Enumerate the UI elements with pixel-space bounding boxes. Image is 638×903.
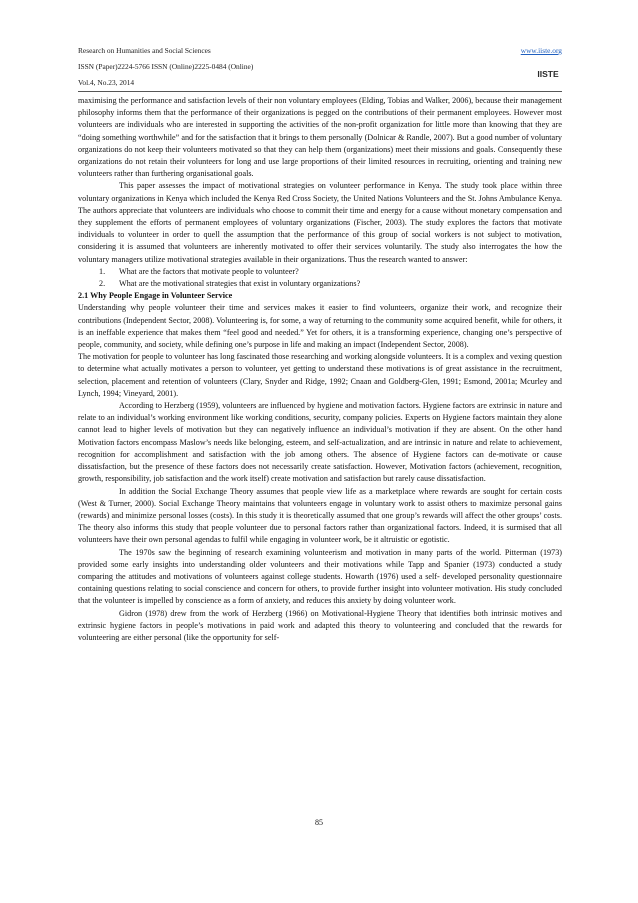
journal-title: Research on Humanities and Social Sciences	[78, 46, 211, 55]
header-rule	[78, 91, 562, 92]
list-number: 1.	[99, 266, 106, 276]
volume-line: Vol.4, No.23, 2014	[78, 78, 135, 87]
journal-url-link[interactable]: www.iiste.org	[520, 46, 562, 55]
body-paragraph: The 1970s saw the beginning of research examining volunteerism and motivation in many parts of the world. Pitterman (1973) provided some early insights into understanding older volunteers and their motivations while Tapp and Spanier (1973) conducted a study comparing the attitudes and motivations of volunteers against college students. Howarth (1976) used a self- developed personality questionnaire containing questions relating to social conscience and concern for others, to provide further insight into volunteer motivation. His study concluded that the volunteer is impelled by conscience as a form of anxiety, and reduces this anxiety by doing volunteer work.	[78, 547, 562, 606]
article-body	[78, 95, 562, 644]
body-paragraph: maximising the performance and satisfaction levels of their non voluntary employees (Elding, Tobias and Walker, 2006), because their management philosophy informs them that the performance of their organizations is pegged on the contributions of their permanent employees. However most volunteers are individuals who are interested in supporting the activities of the non-profit organization for little more than knowing that they are “doing something worthwhile” and for the satisfaction that it brings to them personally (Dolnicar & Randle, 2007). But a good number of voluntary organizations do not keep their volunteers motivated so that they can help them (organizations) meet their missions and goals. Consequently these organizations do not retain their volunteers for long and use large proportions of their limited resources in recruiting, orienting and training new volunteers rather than furthering organisational goals.	[78, 96, 562, 179]
running-header	[78, 43, 562, 91]
body-paragraph: The motivation for people to volunteer has long fascinated those researching and working alongside volunteers. It is a complex and vexing question to determine what actually motivates a person to volunteer, yet getting to understand these motivations is of great assistance in the recruitment, selection, placement and retention of volunteers (Clary, Snyder and Ridge, 1992; Cnaan and Goldberg-Glen, 1991; Esmond, 2001a; Mcurley and Lynch, 1994; Vineyard, 2001).	[78, 352, 562, 398]
body-paragraph: Gidron (1978) drew from the work of Herzberg (1966) on Motivational-Hygiene Theory that identifies both intrinsic motives and extrinsic hygiene factors in people’s motivations in paid work and adapted this theory to volunteering and concluded that the rewards for volunteering are either personal (like the opportunity for self-	[78, 608, 562, 642]
list-item	[99, 278, 562, 290]
list-item	[99, 266, 562, 278]
logo-text: IISTE	[537, 69, 559, 79]
iiste-logo	[535, 61, 561, 82]
body-paragraph: This paper assesses the impact of motivational strategies on volunteer performance in Kenya. The study took place within three voluntary organizations in Kenya which included the Kenya Red Cross Society, the United Nations Volunteers and the St. Johns Ambulance Kenya. The authors appreciate that volunteers are individuals who choose to commit their time and energy for a cause without monetary compensation and they supplement the efforts of permanent employees of voluntary organizations (Fischer, 2003). The study explores the factors that motivate individuals to volunteer in order to quell the assumption that the performance of this group of social workers is not subject to motivation, considering it is assumed that volunteers are inherently motivated to offer their services voluntarily. The study also interrogates the how the voluntary managers utilize motivational strategies available in their organizations. Thus the research wanted to answer:	[78, 181, 562, 264]
page-number: 85	[315, 818, 323, 827]
body-paragraph: Understanding why people volunteer their time and services makes it easier to find volunteers, organize their work, and recognize their contributions (Independent Sector, 2008). Volunteering is, for some, a way of returning to the community some acquired benefit, while for others, it is an ineffable experience that makes them “feel good and needed.” Yet for others, it is a transforming experience, changing one’s perspective of people, community, and society, while defining one’s purpose in life and making an impact (Independent Sector, 2008).	[78, 303, 562, 350]
body-paragraph: In addition the Social Exchange Theory assumes that people view life as a marketplace where rewards are sought for certain costs (West & Turner, 2000). Social Exchange Theory maintains that volunteers engage in voluntary work to assist others to maximize personal gains (rewards) and minimize personal losses (costs). In this study it is theoretically assumed that one group’s rewards will affect the other groups’ costs. The theory also informs this study that people volunteer due to personal factors rather than organizational factors. Indeed, it is surmised that all volunteers have their own personal agendas to fulfil while engaging in volunteer work, be it altruistic or egotistic.	[78, 486, 562, 545]
issn-line: ISSN (Paper)2224-5766 ISSN (Online)2225-0484 (Online)	[78, 62, 254, 71]
section-heading: 2.1 Why People Engage in Volunteer Service	[78, 291, 233, 301]
list-number: 2.	[99, 279, 106, 289]
list-item-text: What are the factors that motivate people to volunteer?	[119, 266, 299, 276]
body-paragraph: According to Herzberg (1959), volunteers are influenced by hygiene and motivation factors. Hygiene factors are extrinsic in nature and relate to an individual’s working environment like working conditions, security, company policies. Experts on Hygiene factors maintain they alone cannot lead to higher levels of motivation but they can negatively influence an individual’s motivation if they are absent. On the other hand Motivation factors encompass Maslow’s needs like belonging, esteem, and self-actualization, and are intrinsic in nature and relate to achievement, recognition for accomplishment and satisfaction with the job among others. The absence of Hygiene factors can de-motivate or cause dissatisfaction, but the presence of these factors does not necessarily create satisfaction. However, Motivation factors (achievement, recognition, growth, responsibility, job satisfaction and the work itself) create motivation and satisfaction but rarely cause dissatisfaction.	[78, 401, 562, 484]
list-item-text: What are the motivational strategies that exist in voluntary organizations?	[119, 279, 361, 289]
research-questions-list	[78, 266, 562, 290]
